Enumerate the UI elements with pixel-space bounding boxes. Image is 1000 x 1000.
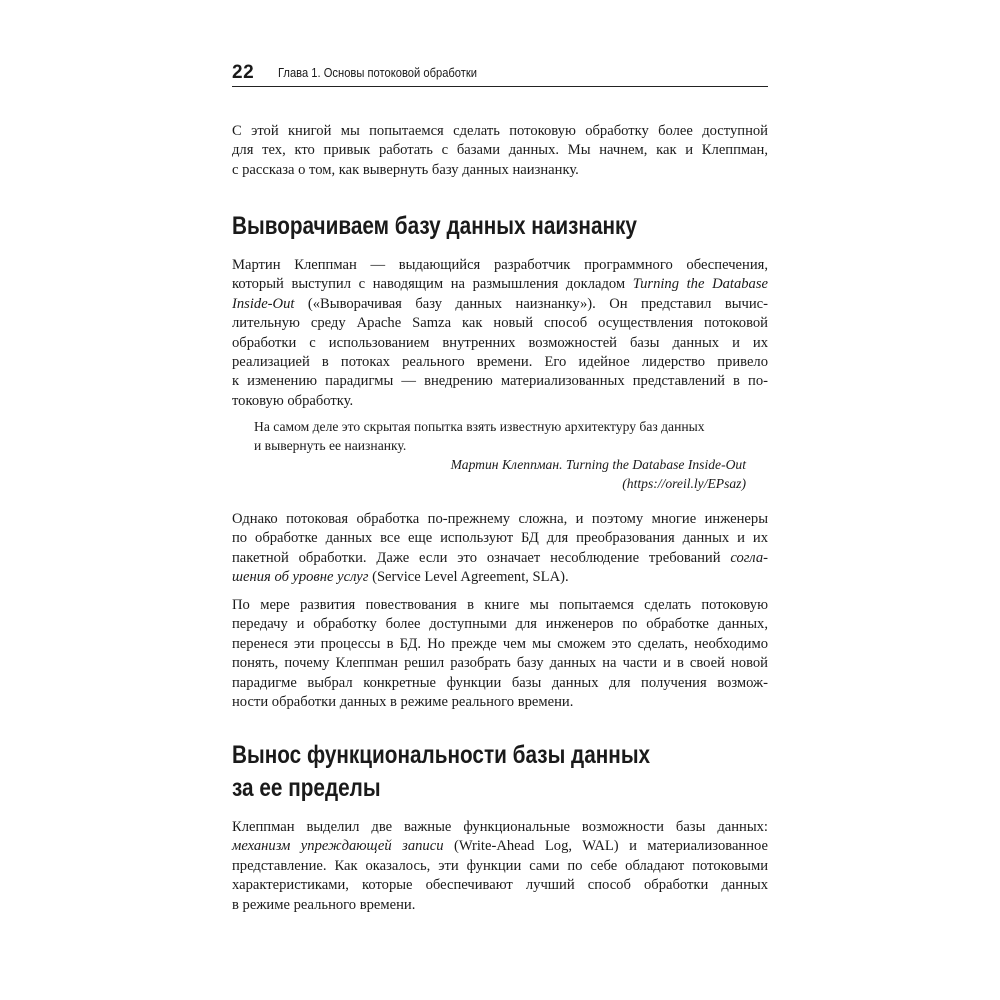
block-quote — [254, 417, 746, 493]
text-line: механизм упреждающей записи (Write-Ahead Log, WAL) и материализованное — [232, 838, 768, 855]
text-line: понять, почему Клеппман решил разобрать базу данных на части и в своей новой — [232, 655, 768, 672]
text-line: Мартин Клеппман — выдающийся разработчик программного обеспечения, — [232, 257, 768, 273]
quote-line: На самом деле это скрытая попытка взять известную архитектуру баз данных — [254, 419, 705, 434]
italic-term: механизм упреждающей записи — [232, 838, 444, 855]
text-line: передачу и обработку более доступными для инженеров по обработке данных, — [232, 616, 768, 633]
text-line: По мере развития повествования в книге мы попытаемся сделать потоковую — [232, 597, 768, 613]
text-line: обработки с использованием внутренних возможностей базы данных и их — [232, 334, 768, 351]
page-number: 22 — [232, 62, 255, 83]
text-line: по обработке данных все еще используют БД для преобразования данных и их — [232, 530, 768, 547]
text-line: перенеся эти процессы в БД. Но прежде чем мы сможем это сделать, необходимо — [232, 635, 768, 652]
text-line: к изменению парадигмы — внедрению материализованных представлений в по- — [232, 373, 768, 390]
text-line: характеристиками, которые обеспечивают лучший способ обработки данных — [232, 877, 768, 894]
text-line: Клеппман выделил две важные функциональные возможности базы данных: — [232, 819, 768, 835]
section-heading-continued: за ее пределы — [232, 774, 381, 802]
quote-url: (https://oreil.ly/EPsaz) — [622, 476, 746, 491]
italic-term: шения об уровне услуг — [232, 569, 369, 586]
text-line: реализацией в потоках реального времени. Его идейное лидерство привело — [232, 354, 768, 371]
section-heading: Вынос функциональности базы данных — [232, 741, 651, 769]
running-header — [232, 62, 768, 87]
section-heading: Выворачиваем базу данных наизнанку — [232, 212, 637, 240]
text-line: Однако потоковая обработка по-прежнему сложна, и поэтому многие инженеры — [232, 511, 768, 527]
section1-paragraph-3 — [232, 596, 768, 712]
text-line: представление. Как оказалось, эти функции сами по себе обладают потоковыми — [232, 857, 768, 874]
text-line: ности обработки данных в режиме реального времени. — [232, 694, 574, 711]
section2-paragraph-1 — [232, 818, 768, 915]
section1-paragraph-1 — [232, 256, 768, 411]
text-line: лительную среду Apache Samza как новый способ осуществления потоковой — [232, 315, 768, 332]
chapter-title: Глава 1. Основы потоковой обработки — [278, 65, 478, 80]
italic-title: Turning the Database — [632, 276, 769, 293]
text-line: С этой книгой мы попытаемся сделать потоковую обработку более доступной — [232, 123, 768, 139]
quote-source: Мартин Клеппман. Turning the Database Inside-Out — [450, 457, 746, 472]
quote-line: и вывернуть ее наизнанку. — [254, 438, 407, 453]
italic-term: согла- — [730, 549, 768, 566]
text-line: пакетной обработки. Даже если это означает несоблюдение требований согла- — [232, 549, 768, 566]
text-line: парадигме выбрал конкретные функции базы данных для получения возмож- — [232, 674, 768, 691]
text-line: для тех, кто привык работать с базами данных. Мы начнем, как и Клеппман, — [232, 142, 768, 159]
text-line: с рассказа о том, как вывернуть базу данных наизнанку. — [232, 161, 579, 178]
text-line: в режиме реального времени. — [232, 896, 416, 913]
text-line: Inside-Out («Выворачивая базу данных наизнанку»). Он представил вычис- — [232, 295, 768, 312]
text-line: шения об уровне услуг (Service Level Agreement, SLA). — [232, 569, 569, 586]
section1-paragraph-2 — [232, 510, 768, 588]
italic-title: Inside-Out — [232, 295, 295, 312]
text-line: который выступил с наводящим на размышления докладом Turning the Database — [232, 276, 769, 293]
intro-paragraph — [232, 122, 768, 180]
text-line: токовую обработку. — [232, 392, 354, 409]
